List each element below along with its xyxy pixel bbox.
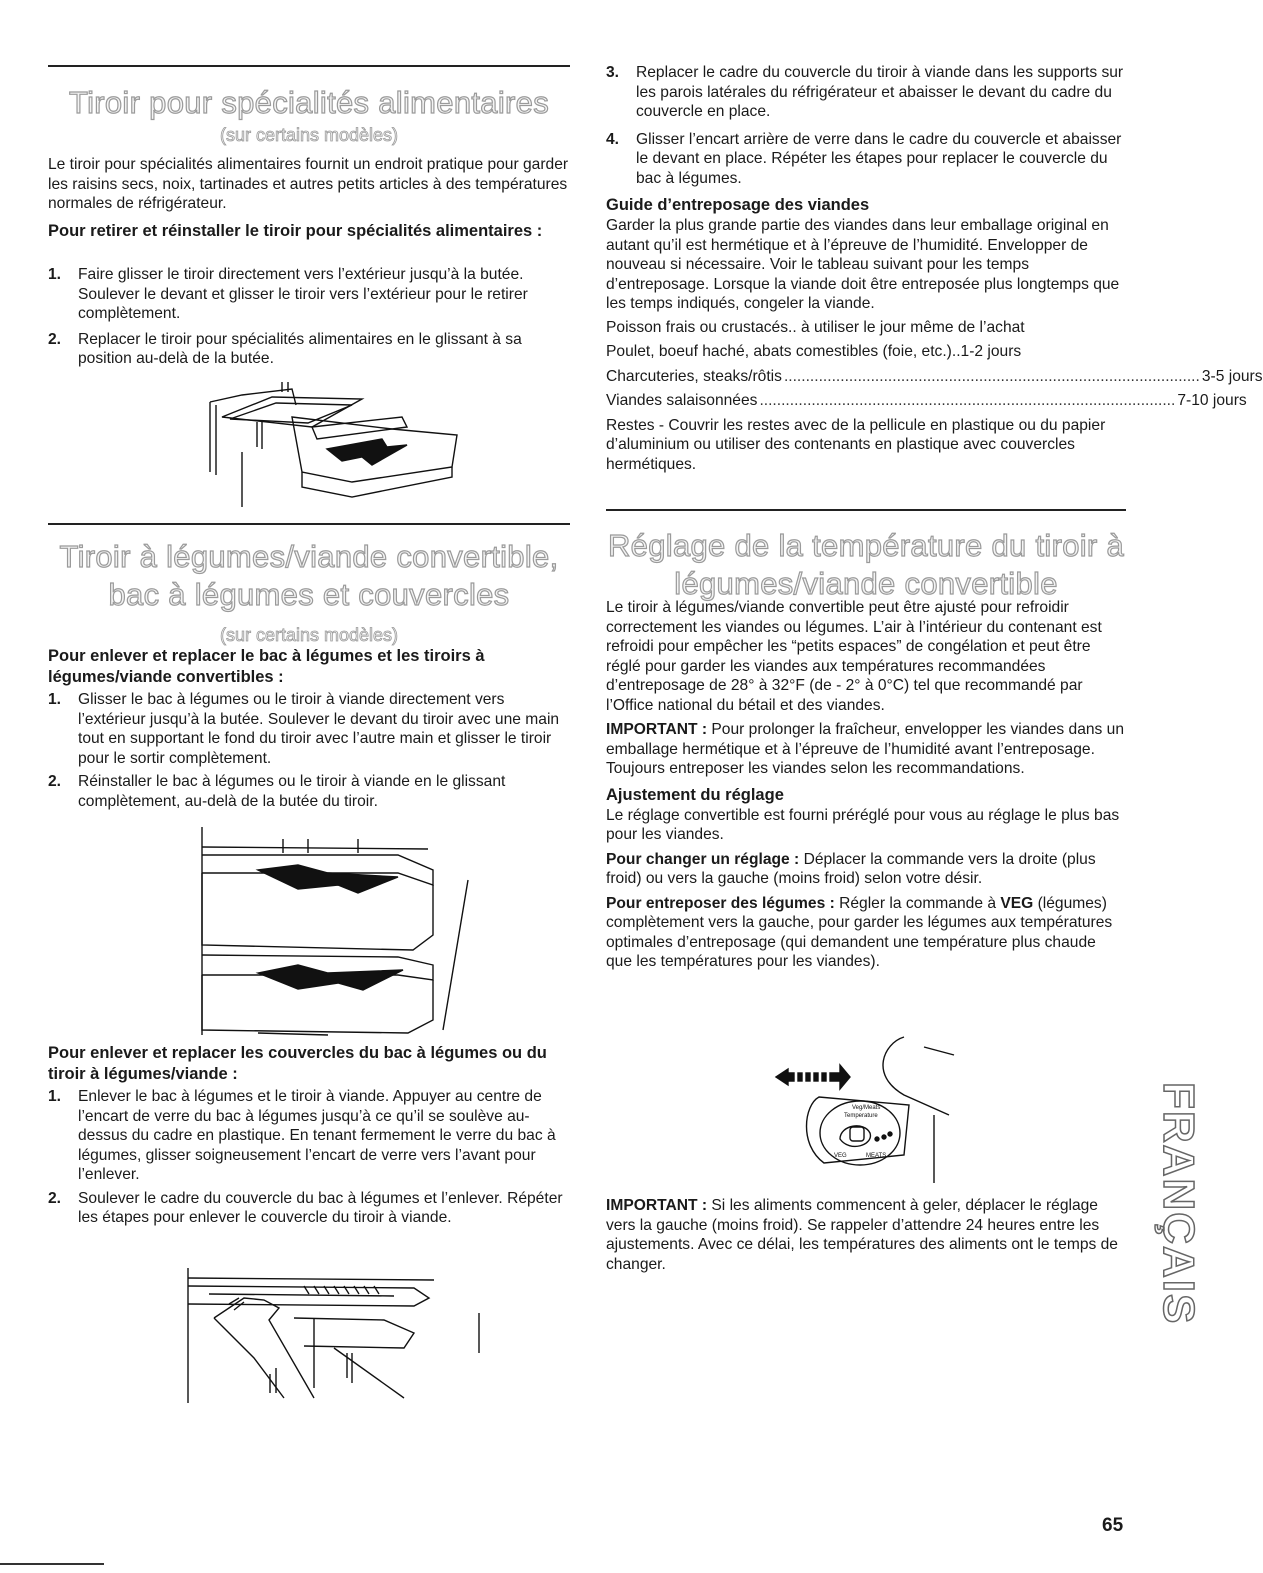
dial-veg-label: VEG [834, 1153, 847, 1159]
section-divider [48, 523, 570, 525]
important-note: IMPORTANT : Si les aliments commencent à geler, déplacer le réglage vers la gauche (moins froid). Se rappeler d’attendre 24 heures entre les ajustements. Avec ce délai, les températures des aliments ont le temps de changer. [606, 1197, 1118, 1273]
storage-row: Viandes salaisonnées ................................................................................................ 7-10 jours [606, 392, 1247, 409]
dial-label: Temperature [844, 1113, 878, 1119]
list-item: 1. Faire glisser le tiroir directement vers l’extérieur jusqu’à la butée. Soulever le devant et glisser le tiroir vers l’extérieur pour le retirer complètement. [48, 266, 528, 322]
list-item: 3. Replacer le cadre du couvercle du tiroir à viande dans les supports sur les parois latérales du réfrigérateur et abaisser le devant du cadre du couvercle en place. [606, 64, 1124, 120]
crisper-cover-illustration [184, 1258, 454, 1408]
section-title: légumes/viande convertible [674, 566, 1058, 601]
section-title: Réglage de la température du tiroir à [608, 528, 1124, 563]
section-title: Tiroir à légumes/viande convertible, [59, 539, 559, 574]
page-number: 65 [1102, 1515, 1124, 1536]
bottom-divider [0, 1563, 104, 1565]
section-intro: Le tiroir à légumes/viande convertible peut être ajusté pour refroidir correctement les viandes ou légumes. L’air à l’intérieur du contenant est refroidi pour empêcher les “petits espaces” de congélation et peut être réglé pour garder les viandes aux températures recommandées d’entreposage de 28° à 32°F (de - 2° à 0°C) tel que recommandé par l’Office national du bétail et des viandes. [606, 599, 1102, 714]
left-arrow-icon [776, 1069, 794, 1085]
temperature-text [606, 598, 1126, 972]
temperature-dial-illustration [774, 1035, 974, 1185]
section-title: bac à légumes et couvercles [108, 577, 510, 612]
section-specialty-drawer [48, 84, 570, 146]
storage-row: Charcuteries, steaks/rôtis ................................................................................................ 3-5 jours [606, 367, 1263, 385]
instruction-heading: Pour retirer et réinstaller le tiroir pour spécialités alimentaires : [48, 222, 543, 240]
steps-list [48, 1087, 570, 1228]
list-item: 1. Glisser le bac à légumes ou le tiroir à viande directement vers l’extérieur jusqu’à la butée. Soulever le devant du tiroir avec une main tout en supportant le fond du tiroir avec l’autre main et glisser le tiroir pour le sortir complètement. [48, 691, 560, 767]
section-temperature-control [606, 527, 1126, 603]
specialty-drawer-illustration [202, 377, 472, 517]
right-arrow-icon [830, 1065, 850, 1089]
instruction-heading: Pour enlever et replacer le bac à légumes et les tiroirs à légumes/viande convertibles : [48, 647, 485, 686]
section-subtitle: (sur certains modèles) [219, 625, 399, 645]
important-note: IMPORTANT : Pour prolonger la fraîcheur, envelopper les viandes dans un emballage hermétique et à l’épreuve de l’humidité avant l’entreposage. Toujours entreposer les viandes selon les recommandations. [606, 721, 1125, 777]
steps-list [48, 690, 570, 811]
section-title: Tiroir pour spécialités alimentaires [69, 85, 549, 120]
storage-row: Poulet, boeuf haché, abats comestibles (foie, etc.).. 1-2 jours [606, 343, 1022, 360]
guide-intro: Garder la plus grande partie des viandes dans leur emballage original en autant qu’il est hermétique et à l’épreuve de l’humidité. Envelopper de nouveau si nécessaire. Voir le tableau suivant pour les temps d’entreposage. Lorsque la viande doit être entreposée plus longtemps que les temps indiqués, congeler la viande. [606, 217, 1120, 312]
list-item: 1. Enlever le bac à légumes et le tiroir à viande. Appuyer au centre de l’encart de verre du bac à légumes jusqu’à ce qu’il se soulève au-dessus du cadre en plastique. En tenant fermement le verre du bac à légumes, glisser soigneusement l’encart de verre vers l’avant pour l’enlever. [48, 1088, 556, 1183]
dial-label: Veg/Meats [852, 1105, 881, 1111]
guide-heading: Guide d’entreposage des viandes [606, 196, 870, 214]
list-item: 2. Réinstaller le bac à légumes ou le tiroir à viande en le glissant complètement, au-delà de la butée du tiroir. [48, 773, 506, 810]
meat-storage-guide [606, 195, 1263, 474]
instruction-heading: Pour enlever et replacer les couvercles du bac à légumes ou du tiroir à légumes/viande : [48, 1044, 547, 1083]
steps-list [606, 63, 1126, 188]
list-item: 4. Glisser l’encart arrière de verre dans le cadre du couvercle et abaisser le devant en place. Répéter les étapes pour replacer le couvercle du bac à légumes. [606, 130, 1122, 187]
intro-paragraph: Le tiroir pour spécialités alimentaires fournit un endroit pratique pour garder les raisins secs, noix, tartinades et autres petits articles à des températures normales de réfrigérateur. [48, 156, 569, 212]
leftovers-paragraph: Restes - Couvrir les restes avec de la pellicule en plastique ou du papier d’aluminium ou utiliser des contenants en plastique avec couvercles hermétiques. [606, 416, 1106, 473]
change-setting-paragraph: Pour changer un réglage : Déplacer la commande vers la droite (plus froid) ou vers la gauche (moins froid) selon votre désir. [606, 850, 1096, 887]
veg-setting-paragraph: Pour entreposer des légumes : Régler la commande à VEG (légumes) complètement vers la gauche, pour garder les légumes aux températures optimales d’entreposage (qui demandent une température plus chaude que les températures pour les viandes). [606, 894, 1113, 970]
steps-list [48, 265, 570, 369]
section-divider [606, 509, 1126, 511]
adjust-paragraph: Le réglage convertible est fourni préréglé pour vous au réglage le plus bas pour les viandes. [606, 806, 1120, 843]
fish-row: Poisson frais ou crustacés.. à utiliser le jour même de l’achat [606, 318, 1025, 336]
section-divider [48, 65, 570, 67]
dial-meats-label: MEATS [866, 1153, 887, 1159]
adjust-heading: Ajustement du réglage [606, 785, 784, 804]
language-side-tab: FRANÇAIS [1154, 1082, 1203, 1326]
list-item: 2. Replacer le tiroir pour spécialités alimentaires en le glissant à sa position au-delà de la butée. [48, 330, 522, 367]
section-crisper-drawer [48, 538, 570, 646]
crisper-drawers-illustration [198, 825, 478, 1040]
section-subtitle: (sur certains modèles) [219, 125, 399, 145]
list-item: 2. Soulever le cadre du couvercle du bac à légumes et l’enlever. Répéter les étapes pour enlever le couvercle du tiroir à viande. [48, 1189, 563, 1226]
